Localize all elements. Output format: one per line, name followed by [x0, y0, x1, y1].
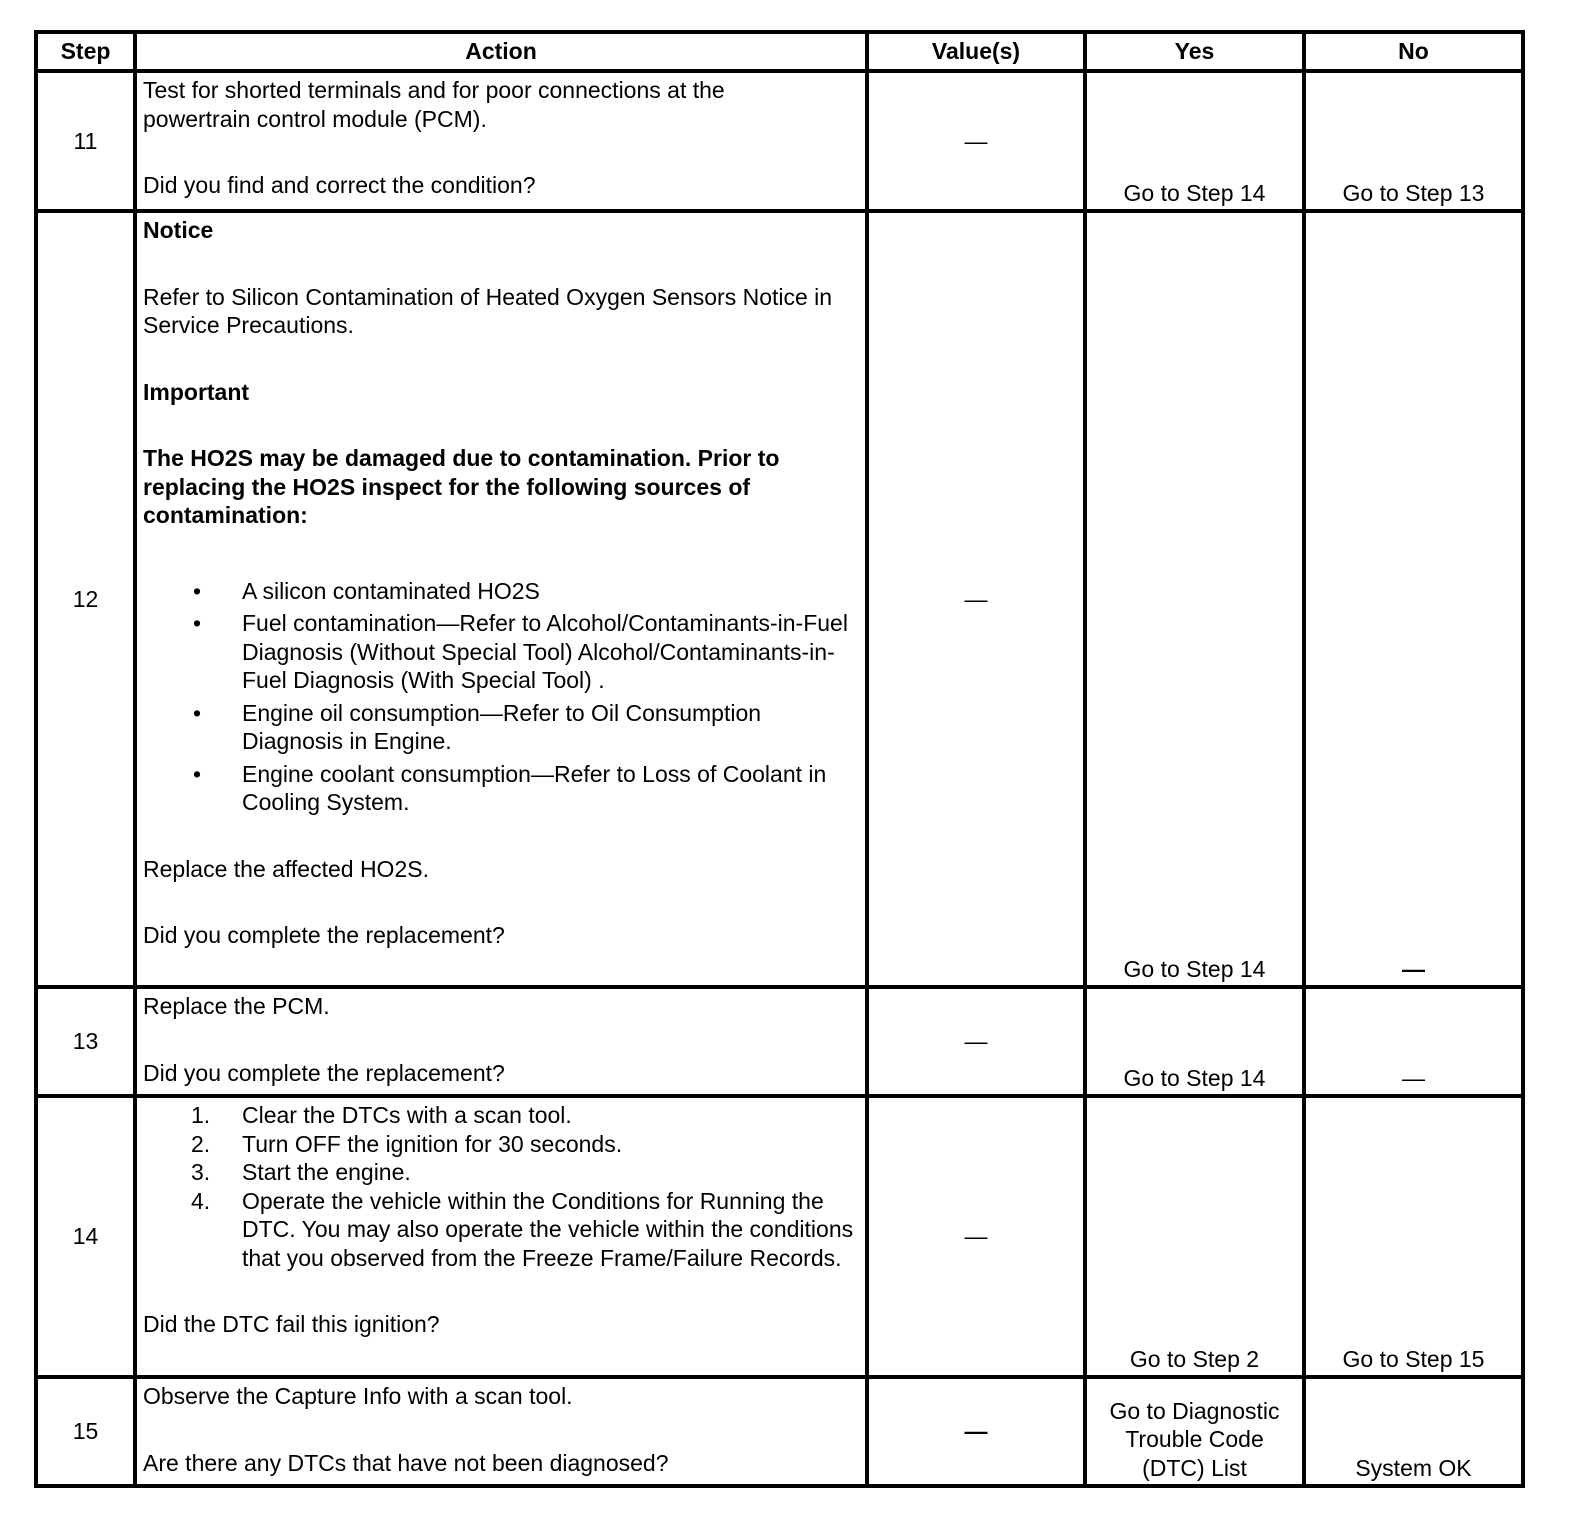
table-row-step-11: [36, 71, 1523, 211]
yes-cell: Go to Diagnostic Trouble Code (DTC) List: [1085, 1377, 1304, 1486]
value-cell: —: [867, 987, 1085, 1096]
value-cell: —: [867, 1377, 1085, 1486]
value-cell: —: [867, 211, 1085, 987]
action-question: Did the DTC fail this ignition?: [143, 1311, 440, 1337]
yes-cell: Go to Step 2: [1085, 1096, 1304, 1377]
no-cell: System OK: [1304, 1377, 1523, 1486]
list-text: Clear the DTCs with a scan tool.: [242, 1102, 572, 1128]
important-text: The HO2S may be damaged due to contamination. Prior to replacing the HO2S inspect for the following sources of contamination:: [143, 445, 780, 528]
value-cell: —: [867, 71, 1085, 211]
action-question: Did you find and correct the condition?: [143, 172, 536, 198]
list-item: [143, 1158, 859, 1187]
table-row-step-15: [36, 1377, 1523, 1486]
action-cell: [135, 1377, 867, 1486]
diagnostic-table: [34, 30, 1525, 1488]
notice-text: Refer to Silicon Contamination of Heated Oxygen Sensors Notice in Service Precautions.: [143, 283, 833, 338]
value-cell: —: [867, 1096, 1085, 1377]
header-values: Value(s): [867, 32, 1085, 71]
list-item: • Engine coolant consumption—Refer to Loss of Coolant in Cooling System.: [143, 760, 859, 817]
step-number: 12: [36, 211, 135, 987]
action-cell: [135, 71, 867, 211]
list-item: [143, 1130, 859, 1159]
list-number: 1.: [191, 1102, 211, 1128]
header-yes: Yes: [1085, 32, 1304, 71]
no-cell: —: [1304, 987, 1523, 1096]
important-heading: Important: [143, 378, 250, 405]
list-text: Start the engine.: [242, 1159, 411, 1185]
list-number: 2.: [191, 1130, 211, 1157]
contamination-list: [143, 577, 859, 817]
list-number: 4.: [191, 1187, 211, 1214]
list-text: Operate the vehicle within the Conditions for Running the DTC. You may also operate the vehicle within the conditions that you observed from the Freeze Frame/Failure Records.: [242, 1187, 854, 1271]
procedure-list: [143, 1101, 859, 1272]
list-item: • Engine oil consumption—Refer to Oil Consumption Diagnosis in Engine.: [143, 699, 859, 756]
header-step: Step: [36, 32, 135, 71]
yes-cell: Go to Step 14: [1085, 71, 1304, 211]
action-instruction: Test for shorted terminals and for poor connections at the powertrain control module (PCM).: [143, 77, 725, 132]
action-instruction: Observe the Capture Info with a scan tool.: [143, 1383, 573, 1409]
action-question: Did you complete the replacement?: [143, 922, 505, 948]
list-item: [143, 1187, 859, 1273]
replace-instruction: Replace the affected HO2S.: [143, 855, 429, 882]
action-cell: [135, 211, 867, 987]
notice-heading: Notice: [143, 217, 214, 243]
list-item: • Fuel contamination—Refer to Alcohol/Contaminants-in-Fuel Diagnosis (Without Special Tool) Alcohol/Contaminants-in-Fuel Diagnosis (With Special Tool) .: [143, 609, 859, 695]
action-question: Are there any DTCs that have not been diagnosed?: [143, 1449, 669, 1476]
header-no: No: [1304, 32, 1523, 71]
list-item: • A silicon contaminated HO2S: [143, 577, 859, 606]
step-number: 13: [36, 987, 135, 1096]
header-action: Action: [135, 32, 867, 71]
table-row-step-14: [36, 1096, 1523, 1377]
list-item: [143, 1101, 859, 1130]
step-number: 14: [36, 1096, 135, 1377]
table-row-step-13: [36, 987, 1523, 1096]
action-instruction: Replace the PCM.: [143, 993, 330, 1019]
no-cell: —: [1304, 211, 1523, 987]
yes-cell: Go to Step 14: [1085, 211, 1304, 987]
yes-cell: Go to Step 14: [1085, 987, 1304, 1096]
action-cell: [135, 987, 867, 1096]
header-row: [36, 32, 1523, 71]
list-number: 3.: [191, 1159, 211, 1185]
step-number: 11: [36, 71, 135, 211]
action-cell: [135, 1096, 867, 1377]
list-text: Turn OFF the ignition for 30 seconds.: [242, 1130, 623, 1157]
table-row-step-12: [36, 211, 1523, 987]
step-number: 15: [36, 1377, 135, 1486]
action-question: Did you complete the replacement?: [143, 1059, 505, 1086]
no-cell: Go to Step 15: [1304, 1096, 1523, 1377]
no-cell: Go to Step 13: [1304, 71, 1523, 211]
